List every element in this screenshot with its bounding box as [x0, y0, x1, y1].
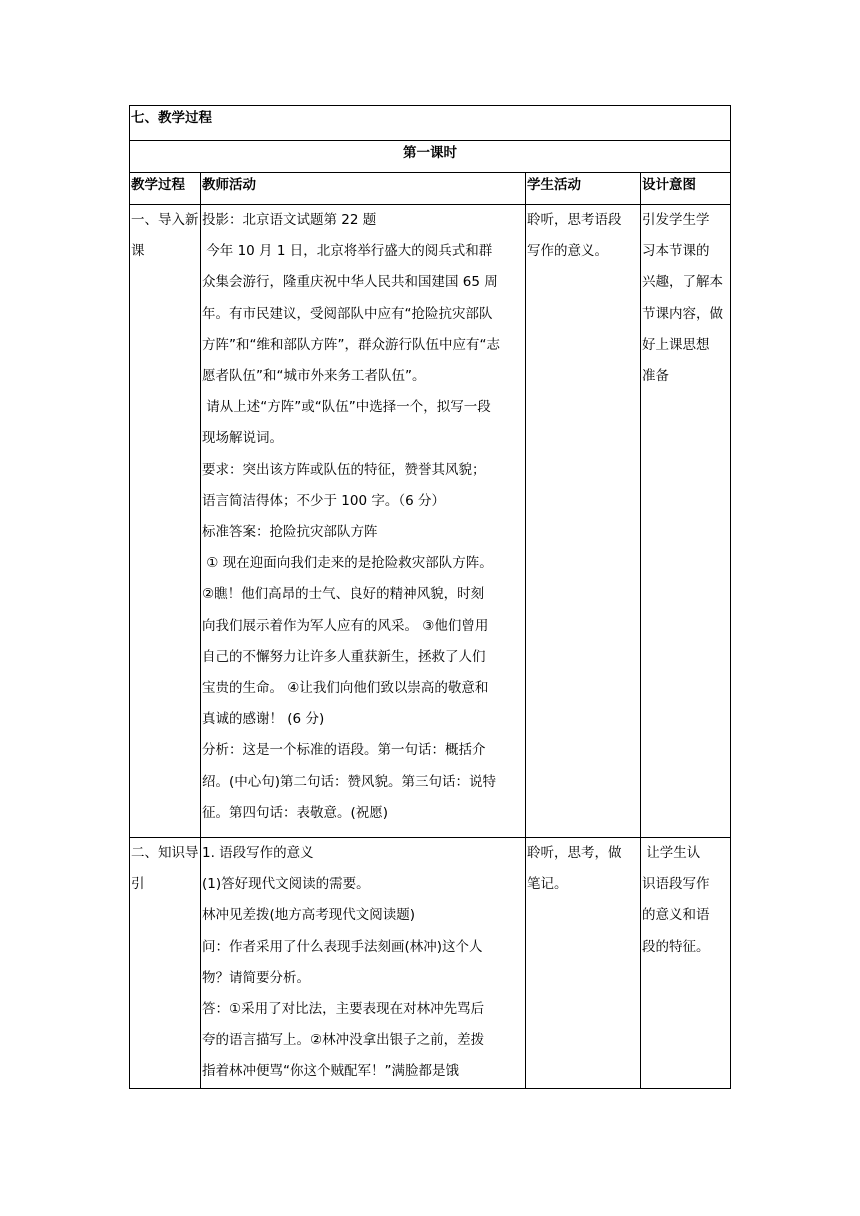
cell-line: 聆听，思考，做: [527, 845, 622, 861]
stage-cell: [130, 838, 201, 1089]
student-activity-cell: [526, 838, 641, 1089]
cell-line: 写作的意义。: [527, 243, 608, 260]
cell-line: 段的特征。: [642, 938, 710, 955]
lesson-title-row: [130, 141, 731, 173]
header-teacher: 教师活动: [201, 173, 526, 205]
cell-line: 愿者队伍”和“城市外来务工者队伍”。: [202, 368, 426, 385]
cell-line: 请从上述“方阵”或“队伍”中选择一个，拟写一段: [202, 399, 491, 416]
cell-line: 好上课思想: [642, 336, 710, 353]
section-title-row: [130, 106, 731, 141]
lesson-table: [129, 105, 731, 1089]
cell-line: 要求：突出该方阵或队伍的特征，赞誉其风貌；: [202, 461, 486, 478]
column-header-row: [130, 173, 731, 205]
cell-line: 课: [131, 243, 145, 260]
cell-line: 征。第四句话：表敬意。(祝愿): [202, 804, 389, 821]
header-intent: 设计意图: [641, 173, 731, 205]
cell-line: 1. 语段写作的意义: [202, 845, 314, 861]
design-intent-cell: [641, 838, 731, 1089]
cell-line: ②瞧！他们高昂的士气、良好的精神风貌，时刻: [202, 586, 485, 603]
cell-line: 答：①采用了对比法，主要表现在对林冲先骂后: [202, 1001, 485, 1018]
cell-line: 准备: [642, 368, 669, 385]
cell-line: 林冲见差拨(地方高考现代文阅读题): [202, 907, 416, 924]
lesson-title: 第一课时: [130, 141, 731, 173]
student-activity-cell: [526, 205, 641, 838]
header-stage: 教学过程: [130, 173, 201, 205]
cell-line: 投影：北京语文试题第 22 题: [202, 212, 377, 228]
cell-line: 年。有市民建议，受阅部队中应有“抢险抗灾部队: [202, 305, 493, 322]
cell-line: 指着林冲便骂“你这个贼配军！”满脸都是饿: [202, 1063, 459, 1080]
cell-line: 众集会游行，隆重庆祝中华人民共和国建国 65 周: [202, 274, 498, 291]
cell-line: 方阵”和“维和部队方阵”，群众游行队伍中应有“志: [202, 336, 500, 353]
cell-line: 标准答案：抢险抗灾部队方阵: [202, 524, 378, 541]
cell-line: 物？请简要分析。: [202, 969, 310, 986]
cell-line: 识语段写作: [642, 876, 710, 893]
cell-line: 今年 10 月 1 日，北京将举行盛大的阅兵式和群: [202, 243, 493, 260]
cell-line: 宝贵的生命。 ④让我们向他们致以崇高的敬意和: [202, 680, 489, 697]
cell-line: 节课内容，做: [642, 305, 723, 322]
cell-line: 真诚的感谢！ (6 分): [202, 711, 325, 728]
header-student: 学生活动: [526, 173, 641, 205]
cell-line: 一、导入新: [131, 212, 199, 228]
stage-cell: [130, 205, 201, 838]
cell-line: 二、知识导: [131, 845, 199, 861]
section-title: 七、教学过程: [130, 106, 731, 141]
cell-line: ① 现在迎面向我们走来的是抢险救灾部队方阵。: [202, 555, 493, 572]
teacher-activity-cell: [201, 205, 526, 838]
cell-line: 的意义和语: [642, 907, 710, 924]
cell-line: 引: [131, 876, 145, 893]
cell-line: 兴趣，了解本: [642, 274, 723, 291]
cell-line: 绍。(中心句)第二句话：赞风貌。第三句话：说特: [202, 773, 497, 790]
table-row: [130, 205, 731, 838]
cell-line: 问：作者采用了什么表现手法刻画(林冲)这个人: [202, 938, 483, 955]
cell-line: 自己的不懈努力让许多人重获新生，拯救了人们: [202, 648, 486, 665]
cell-line: 笔记。: [527, 876, 568, 893]
cell-line: 夸的语言描写上。②林冲没拿出银子之前，差拨: [202, 1032, 485, 1049]
cell-line: 分析：这是一个标准的语段。第一句话：概括介: [202, 742, 486, 759]
teacher-activity-cell: [201, 838, 526, 1089]
cell-line: (1)答好现代文阅读的需要。: [202, 876, 370, 893]
cell-line: 让学生认: [642, 845, 701, 861]
table-row: [130, 838, 731, 1089]
design-intent-cell: [641, 205, 731, 838]
cell-line: 现场解说词。: [202, 430, 283, 447]
cell-line: 习本节课的: [642, 243, 710, 260]
cell-line: 语言简洁得体；不少于 100 字。（6 分）: [202, 492, 445, 509]
cell-line: 聆听，思考语段: [527, 212, 622, 228]
cell-line: 向我们展示着作为军人应有的风采。 ③他们曾用: [202, 617, 489, 634]
cell-line: 引发学生学: [642, 212, 710, 228]
